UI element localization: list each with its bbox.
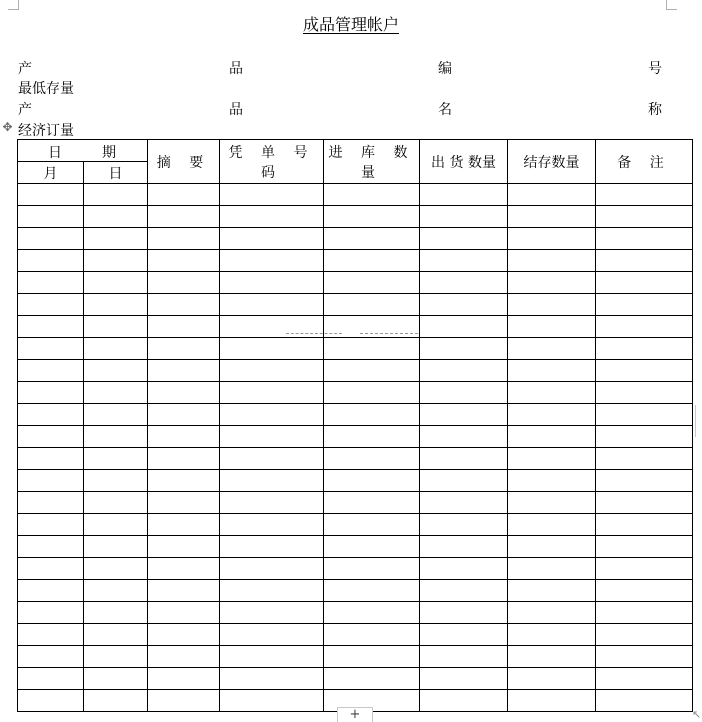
table-cell[interactable] [420,338,508,360]
table-cell[interactable] [420,250,508,272]
table-cell[interactable] [324,228,420,250]
table-cell[interactable] [18,580,84,602]
table-cell[interactable] [18,602,84,624]
table-cell[interactable] [508,448,596,470]
table-row [18,360,693,382]
table-cell[interactable] [84,470,148,492]
col-voucher-no: 凭 单 号 码 [220,140,324,184]
table-cell[interactable] [420,624,508,646]
table-cell[interactable] [508,294,596,316]
table-cell[interactable] [508,558,596,580]
table-cell[interactable] [18,184,84,206]
table-cell[interactable] [18,272,84,294]
table-cell[interactable] [420,206,508,228]
table-cell[interactable] [324,206,420,228]
table-cell[interactable] [84,338,148,360]
table-cell[interactable] [18,448,84,470]
table-cell[interactable] [596,294,693,316]
table-row [18,404,693,426]
table-cell[interactable] [324,580,420,602]
table-cell[interactable] [596,690,693,712]
table-row [18,668,693,690]
table-cell[interactable] [508,470,596,492]
table-cell[interactable] [324,338,420,360]
table-cell[interactable] [220,360,324,382]
table-cell[interactable] [220,250,324,272]
table-row [18,294,693,316]
table-cell[interactable] [508,272,596,294]
table-cell[interactable] [420,602,508,624]
date-header-char-1: 日 [48,145,62,161]
table-cell[interactable] [420,448,508,470]
table-cell[interactable] [220,690,324,712]
table-cell[interactable] [508,382,596,404]
table-cell[interactable] [220,646,324,668]
table-cell[interactable] [596,492,693,514]
table-cell[interactable] [324,624,420,646]
table-cell[interactable] [148,426,220,448]
add-row-button[interactable]: + [337,707,373,722]
table-cell[interactable] [420,316,508,338]
table-cell[interactable] [596,602,693,624]
table-row [18,250,693,272]
table-cell[interactable] [420,690,508,712]
table-cell[interactable] [220,536,324,558]
table-cell[interactable] [508,690,596,712]
table-cell[interactable] [508,250,596,272]
table-cell[interactable] [420,536,508,558]
table-cell[interactable] [508,426,596,448]
eoq-label: 经济订量 [18,123,74,139]
table-cell[interactable] [420,404,508,426]
table-row [18,448,693,470]
table-cell[interactable] [148,338,220,360]
table-cell[interactable] [324,448,420,470]
table-cell[interactable] [18,492,84,514]
resize-handle-icon[interactable]: ↖ [692,708,702,721]
product-code-char-3: 编 [438,61,452,77]
table-cell[interactable] [596,624,693,646]
table-cell[interactable] [420,558,508,580]
table-cell[interactable] [596,448,693,470]
table-cell[interactable] [420,426,508,448]
dashed-guide-1 [286,333,342,334]
table-cell[interactable] [508,536,596,558]
table-cell[interactable] [596,580,693,602]
table-cell[interactable] [420,514,508,536]
table-row [18,426,693,448]
product-name-row [18,99,664,119]
table-row [18,492,693,514]
table-cell[interactable] [220,470,324,492]
table-row [18,602,693,624]
table-header-row [18,140,693,162]
product-name-char-3: 名 [438,102,452,118]
product-name-char-1: 产 [18,102,32,118]
table-cell[interactable] [508,316,596,338]
table-cell[interactable] [84,184,148,206]
table-cell[interactable] [324,536,420,558]
table-cell[interactable] [596,272,693,294]
col-stock-in: 进 库 数 量 [324,140,420,184]
table-cell[interactable] [84,426,148,448]
table-cell[interactable] [18,514,84,536]
page-title: 成品管理帐户 [302,15,399,34]
table-cell[interactable] [508,514,596,536]
table-row [18,338,693,360]
table-cell[interactable] [18,338,84,360]
table-cell[interactable] [18,228,84,250]
table-cell[interactable] [420,272,508,294]
table-cell[interactable] [84,690,148,712]
table-cell[interactable] [148,470,220,492]
table-cell[interactable] [18,294,84,316]
table-cell[interactable] [220,448,324,470]
table-cell[interactable] [508,492,596,514]
table-cell[interactable] [148,536,220,558]
table-row [18,228,693,250]
table-cell[interactable] [596,382,693,404]
table-cell[interactable] [508,228,596,250]
product-code-char-4: 号 [648,61,662,77]
table-cell[interactable] [18,536,84,558]
table-cell[interactable] [596,558,693,580]
ledger-table [17,139,693,712]
table-cell[interactable] [420,492,508,514]
table-cell[interactable] [148,580,220,602]
table-cell[interactable] [84,492,148,514]
table-row [18,646,693,668]
crop-mark-top-right [666,0,677,10]
table-row [18,184,693,206]
table-cell[interactable] [596,404,693,426]
table-cell[interactable] [84,624,148,646]
table-cell[interactable] [324,316,420,338]
table-cell[interactable] [596,536,693,558]
table-cell[interactable] [420,580,508,602]
table-cell[interactable] [18,668,84,690]
table-cell[interactable] [508,338,596,360]
table-cell[interactable] [84,448,148,470]
table-cell[interactable] [84,382,148,404]
table-cell[interactable] [148,602,220,624]
table-cell[interactable] [324,668,420,690]
table-cell[interactable] [148,382,220,404]
table-cell[interactable] [148,624,220,646]
table-cell[interactable] [596,668,693,690]
table-cell[interactable] [420,228,508,250]
table-cell[interactable] [18,470,84,492]
table-cell[interactable] [84,404,148,426]
table-row [18,580,693,602]
table-cell[interactable] [508,580,596,602]
table-cell[interactable] [596,646,693,668]
table-cell[interactable] [220,338,324,360]
table-cell[interactable] [324,272,420,294]
col-shipped: 出 货 数量 [420,140,508,184]
table-cell[interactable] [596,316,693,338]
col-month: 月 [18,162,84,184]
col-day: 日 [84,162,148,184]
col-remarks: 备 注 [596,140,693,184]
table-row [18,272,693,294]
min-stock-label: 最低存量 [18,81,74,97]
table-cell[interactable] [220,580,324,602]
table-cell[interactable] [148,514,220,536]
table-cell[interactable] [148,272,220,294]
table-cell[interactable] [84,514,148,536]
table-cell[interactable] [18,426,84,448]
table-cell[interactable] [148,250,220,272]
product-code-char-2: 品 [229,61,243,77]
table-cell[interactable] [148,448,220,470]
table-cell[interactable] [508,404,596,426]
date-header-cell [18,140,148,162]
table-cell[interactable] [84,272,148,294]
table-cell[interactable] [220,426,324,448]
table-cell[interactable] [508,206,596,228]
table-cell[interactable] [18,624,84,646]
table-cell[interactable] [220,294,324,316]
table-cell[interactable] [18,404,84,426]
table-cell[interactable] [324,558,420,580]
table-cell[interactable] [18,250,84,272]
table-cell[interactable] [324,646,420,668]
table-cell[interactable] [324,470,420,492]
table-cell[interactable] [596,360,693,382]
product-code-row [18,58,664,78]
table-row [18,558,693,580]
table-cell[interactable] [596,514,693,536]
table-cell[interactable] [148,690,220,712]
table-cell[interactable] [84,602,148,624]
table-cell[interactable] [324,250,420,272]
table-cell[interactable] [84,228,148,250]
table-cell[interactable] [596,426,693,448]
table-cell[interactable] [324,492,420,514]
move-icon[interactable]: ✥ [2,120,13,134]
table-row [18,536,693,558]
table-cell[interactable] [324,294,420,316]
table-cell[interactable] [508,360,596,382]
table-cell[interactable] [220,602,324,624]
table-cell[interactable] [148,184,220,206]
table-cell[interactable] [18,646,84,668]
table-cell[interactable] [220,184,324,206]
table-cell[interactable] [18,558,84,580]
crop-mark-top-left [8,0,19,10]
table-cell[interactable] [84,558,148,580]
table-cell[interactable] [596,206,693,228]
table-cell[interactable] [220,492,324,514]
table-cell[interactable] [84,580,148,602]
table-cell[interactable] [508,646,596,668]
table-cell[interactable] [420,360,508,382]
table-row [18,316,693,338]
table-cell[interactable] [508,668,596,690]
table-cell[interactable] [148,294,220,316]
table-cell[interactable] [148,492,220,514]
table-cell[interactable] [420,668,508,690]
table-cell[interactable] [18,690,84,712]
table-cell[interactable] [420,646,508,668]
product-code-char-1: 产 [18,61,32,77]
table-cell[interactable] [220,316,324,338]
table-cell[interactable] [596,184,693,206]
table-cell[interactable] [148,646,220,668]
table-row [18,206,693,228]
table-cell[interactable] [420,470,508,492]
table-cell[interactable] [148,404,220,426]
product-name-char-2: 品 [229,102,243,118]
table-cell[interactable] [18,360,84,382]
table-cell[interactable] [84,250,148,272]
product-name-char-4: 称 [648,102,662,118]
table-cell[interactable] [596,250,693,272]
table-cell[interactable] [84,668,148,690]
table-cell[interactable] [220,272,324,294]
table-cell[interactable] [596,470,693,492]
table-cell[interactable] [18,316,84,338]
table-cell[interactable] [420,184,508,206]
table-cell[interactable] [220,558,324,580]
table-cell[interactable] [148,558,220,580]
table-cell[interactable] [18,206,84,228]
table-cell[interactable] [84,646,148,668]
table-cell[interactable] [220,206,324,228]
table-cell[interactable] [220,514,324,536]
table-row [18,624,693,646]
table-cell[interactable] [220,624,324,646]
table-cell[interactable] [324,360,420,382]
table-cell[interactable] [84,536,148,558]
table-cell[interactable] [324,184,420,206]
table-cell[interactable] [596,338,693,360]
table-cell[interactable] [84,294,148,316]
table-cell[interactable] [148,228,220,250]
table-row [18,514,693,536]
table-cell[interactable] [148,206,220,228]
table-cell[interactable] [324,404,420,426]
dashed-guide-2 [360,333,418,334]
table-cell[interactable] [420,382,508,404]
table-cell[interactable] [508,624,596,646]
table-cell[interactable] [420,294,508,316]
table-cell[interactable] [220,668,324,690]
table-cell[interactable] [220,404,324,426]
table-cell[interactable] [508,184,596,206]
table-cell[interactable] [220,228,324,250]
table-cell[interactable] [324,426,420,448]
col-balance: 结存数量 [508,140,596,184]
col-summary: 摘 要 [148,140,220,184]
table-row [18,382,693,404]
table-cell[interactable] [220,382,324,404]
table-cell[interactable] [596,228,693,250]
table-cell[interactable] [324,382,420,404]
table-cell[interactable] [148,316,220,338]
table-cell[interactable] [508,602,596,624]
table-cell[interactable] [148,360,220,382]
side-marker [695,405,702,437]
table-cell[interactable] [324,514,420,536]
table-cell[interactable] [18,382,84,404]
table-cell[interactable] [84,360,148,382]
table-cell[interactable] [84,316,148,338]
table-cell[interactable] [84,206,148,228]
table-cell[interactable] [148,668,220,690]
date-header-char-2: 期 [102,145,116,161]
table-cell[interactable] [324,602,420,624]
table-row [18,470,693,492]
